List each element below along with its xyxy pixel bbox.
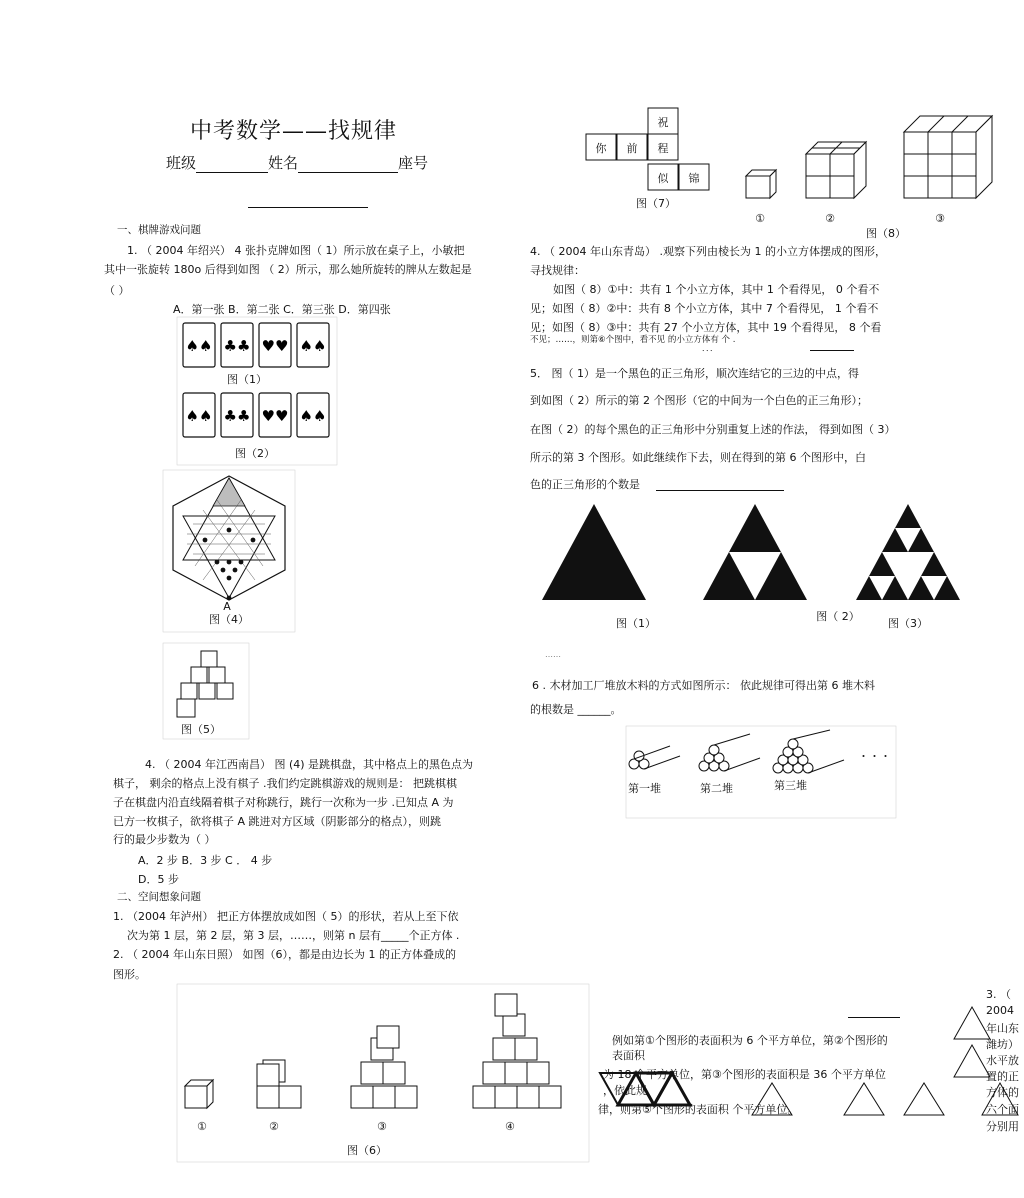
q4-option-d: D．5 步 bbox=[138, 873, 179, 886]
edge-line-4: 潍坊） bbox=[986, 1038, 1019, 1051]
pile-label-1: 第一堆 bbox=[628, 782, 661, 795]
class-label: 班级 bbox=[166, 154, 197, 172]
q5-line-2: 到如图（ 2）所示的第 2 个图形（它的中间为一个白色的正三角形）； bbox=[530, 394, 868, 407]
svg-text:♠♠: ♠♠ bbox=[299, 407, 327, 425]
net-cell-5: 似 bbox=[657, 172, 669, 185]
q4-line-2: 棋子， 剩余的格点上没有棋子 .我们约定跳棋游戏的规则是： 把跳棋棋 bbox=[113, 777, 457, 790]
q6-line-2: 的根数是 ______。 bbox=[530, 703, 622, 716]
q5-line-3: 在图（ 2）的每个黑色的正三角形中分别重复上述的作法， 得到如图（ 3） bbox=[530, 423, 896, 436]
q6-line-1: 6 . 木材加工厂堆放木料的方式如图所示： 依此规律可得出第 6 堆木料 bbox=[532, 679, 875, 692]
fig6-label-4: ④ bbox=[505, 1120, 515, 1133]
svg-text:♣♣: ♣♣ bbox=[223, 337, 251, 355]
fig4-label: 图（4） bbox=[209, 613, 249, 626]
q4-options: A．2 步 B．3 步 C ． 4 步 bbox=[138, 854, 273, 867]
bottom-line-5: 律，则第⑤个图形的表面积 个平方单位。 bbox=[598, 1103, 799, 1116]
seat-label: 座号 bbox=[398, 154, 429, 172]
svg-text:♣♣: ♣♣ bbox=[223, 407, 251, 425]
cubes-fig8 bbox=[740, 112, 1010, 240]
net-cell-3: 前 bbox=[626, 142, 638, 155]
q4-line-5: 行的最少步数为（ ） bbox=[113, 833, 216, 846]
net-cell-2: 你 bbox=[595, 142, 607, 155]
svg-text:♠♠: ♠♠ bbox=[185, 407, 213, 425]
svg-text:♥♥: ♥♥ bbox=[261, 337, 289, 355]
q1-line-3: （ ） bbox=[104, 284, 130, 297]
net-cell-1: 祝 bbox=[657, 116, 669, 129]
fig7-label: 图（7） bbox=[636, 197, 676, 210]
s2q1-line-1: 1. （2004 年泸州） 把正方体摆放成如图（ 5）的形状，若从上至下依 bbox=[113, 910, 459, 923]
svg-text:♠♠: ♠♠ bbox=[299, 337, 327, 355]
q5-answer-blank bbox=[656, 490, 784, 491]
section-2-heading: 二、空间想象问题 bbox=[117, 891, 201, 903]
log-piles-figure bbox=[626, 726, 896, 818]
svg-text:♠♠: ♠♠ bbox=[185, 337, 213, 355]
cube-stacks-fig6 bbox=[177, 984, 589, 1162]
pile-more: ・・・ bbox=[858, 750, 891, 763]
edge-line-5: 水平放 bbox=[986, 1054, 1019, 1067]
point-a-label: A bbox=[223, 600, 231, 613]
edge-line-3: 年山东 bbox=[986, 1022, 1019, 1035]
fig8-label-3: ③ bbox=[935, 212, 945, 225]
edge-line-8: 六个面 bbox=[986, 1103, 1019, 1116]
fig8-caption: 图（8） bbox=[866, 227, 906, 240]
student-info-line bbox=[166, 152, 428, 173]
bottom-line-3: 为 18 个平方单位，第③个图形的表面积是 36 个平方单位 bbox=[603, 1068, 886, 1081]
q4r-line-2: 寻找规律： bbox=[530, 264, 585, 277]
q4r-line-5: 见；如图（ 8）③中：共有 27 个小立方体，其中 19 个看得见， 8 个看 bbox=[530, 321, 882, 334]
q5-line-4: 所示的第 3 个图形。如此继续作下去，则在得到的第 6 个图形中，白 bbox=[530, 451, 866, 464]
q1-line-2: 其中一张旋转 180o 后得到如图 （ 2）所示，那么她所旋转的牌从左数起是 bbox=[104, 263, 472, 276]
name-label: 姓名 bbox=[268, 154, 299, 172]
cards-figure bbox=[177, 317, 337, 465]
net-cell-4: 程 bbox=[657, 142, 669, 155]
edge-line-2: 2004 bbox=[986, 1004, 1014, 1017]
s2q2-line-1: 2. （ 2004 年山东日照） 如图（6），都是由边长为 1 的正方体叠成的 bbox=[113, 948, 456, 961]
tri-fig3-label: 图（3） bbox=[888, 617, 928, 630]
tri-fig1-label: 图（1） bbox=[616, 617, 656, 630]
q4-line-3: 子在棋盘内沿直线隔着棋子对称跳行，跳行一次称为一步 .已知点 A 为 bbox=[113, 796, 454, 809]
triangle-frames-figure bbox=[588, 1005, 1024, 1165]
fig6-label-1: ① bbox=[197, 1120, 207, 1133]
q1-line-1: 1. （ 2004 年绍兴） 4 张扑克牌如图（ 1）所示放在桌子上，小敏把 bbox=[127, 244, 465, 257]
fig6-label-2: ② bbox=[269, 1120, 279, 1133]
section-1-heading: 一、棋牌游戏问题 bbox=[117, 224, 201, 236]
ellipsis: …… bbox=[545, 650, 561, 659]
edge-line-1: 3. （ bbox=[986, 988, 1011, 1001]
pile-label-2: 第二堆 bbox=[700, 782, 733, 795]
q5-line-5: 色的正三角形的个数是 bbox=[530, 478, 640, 491]
bottom-line-4: ，依此规 bbox=[603, 1084, 647, 1097]
q4r-line-4: 见；如图（ 8）②中：共有 8 个小立方体，其中 7 个看得见， 1 个看不 bbox=[530, 302, 879, 315]
bottom-line-2: 表面积 bbox=[612, 1049, 645, 1062]
edge-line-6: 置的正 bbox=[986, 1070, 1019, 1083]
fig2-label: 图（2） bbox=[235, 447, 275, 460]
tri-fig2-label: 图（ 2） bbox=[816, 610, 860, 623]
fig6-caption: 图（6） bbox=[347, 1144, 387, 1157]
edge-line-9: 分别用 bbox=[986, 1120, 1019, 1133]
pile-label-3: 第三堆 bbox=[774, 779, 807, 792]
cube-stack-fig5 bbox=[163, 643, 249, 739]
q4r-dots: ．．． bbox=[702, 344, 718, 353]
bottom-line-1: 例如第①个图形的表面积为 6 个平方单位，第②个图形的 bbox=[612, 1034, 888, 1047]
divider bbox=[248, 207, 368, 208]
fig1-label: 图（1） bbox=[227, 373, 267, 386]
page-title: 中考数学——找规律 bbox=[190, 119, 398, 144]
fig5-label: 图（5） bbox=[181, 723, 221, 736]
fig8-label-2: ② bbox=[825, 212, 835, 225]
q4-line-4: 已方一枚棋子，欲将棋子 A 跳进对方区域（阴影部分的格点），则跳 bbox=[113, 815, 442, 828]
cube-net-fig7 bbox=[584, 106, 716, 212]
sierpinski-figures bbox=[540, 500, 970, 635]
checkers-board-figure bbox=[163, 470, 295, 632]
s2q2-line-2: 图形。 bbox=[113, 968, 146, 981]
edge-line-7: 方体的 bbox=[986, 1086, 1019, 1099]
s2q1-line-2: 次为第 1 层，第 2 层，第 3 层，……，则第 n 层有_____个正方体 . bbox=[127, 929, 460, 942]
class-blank bbox=[196, 160, 268, 173]
q1-options: A．第一张 B．第二张 C．第三张 D．第四张 bbox=[173, 303, 391, 316]
q4-line-1: 4. （ 2004 年江西南昌） 图 (4) 是跳棋盘，其中格点上的黑色点为 bbox=[145, 758, 474, 771]
net-cell-6: 锦 bbox=[688, 172, 700, 185]
svg-text:♥♥: ♥♥ bbox=[261, 407, 289, 425]
name-blank bbox=[298, 160, 398, 173]
q4r-answer-blank bbox=[810, 350, 854, 351]
fig8-label-1: ① bbox=[755, 212, 765, 225]
q4r-line-6: 不见；……，则第⑥个图中，看不见 的小立方体有 个 . bbox=[530, 335, 736, 345]
fig6-label-3: ③ bbox=[377, 1120, 387, 1133]
q4r-line-3: 如图（ 8）①中：共有 1 个小立方体，其中 1 个看得见， 0 个看不 bbox=[553, 283, 880, 296]
q5-line-1: 5． 图（ 1）是一个黑色的正三角形，顺次连结它的三边的中点，得 bbox=[530, 367, 859, 380]
q4r-line-1: 4. （ 2004 年山东青岛） .观察下列由棱长为 1 的小立方体摆成的图形， bbox=[530, 245, 886, 258]
